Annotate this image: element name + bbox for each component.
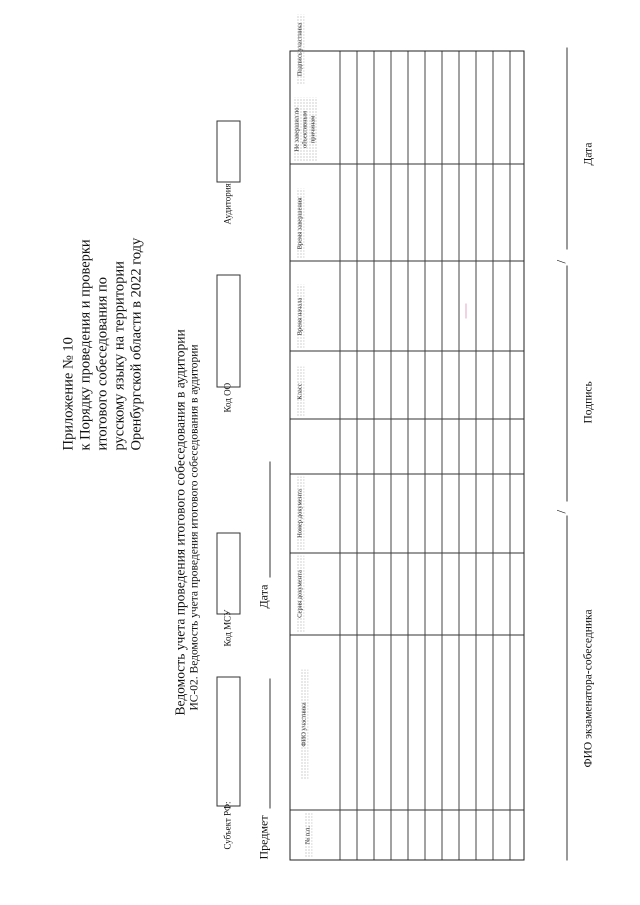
column-divider bbox=[290, 634, 523, 635]
column-divider bbox=[290, 552, 523, 553]
row-divider bbox=[441, 51, 442, 859]
column-divider bbox=[290, 260, 523, 261]
subject-label: Предмет bbox=[256, 814, 270, 859]
header-row-number: № п.п. bbox=[304, 812, 312, 857]
header-not-finished: Не завершил по объективным причинам bbox=[293, 97, 317, 161]
signature-line[interactable] bbox=[566, 265, 567, 501]
row-divider bbox=[475, 51, 476, 859]
separator-slash: / bbox=[553, 509, 568, 513]
column-divider bbox=[290, 350, 523, 351]
row-divider bbox=[390, 51, 391, 859]
appendix-block bbox=[60, 237, 145, 450]
appendix-line: Оренбургской области в 2022 году bbox=[128, 237, 144, 450]
appendix-line: русскому языку на территории bbox=[111, 260, 127, 450]
row-divider bbox=[356, 51, 357, 859]
appendix-line: Приложение № 10 bbox=[60, 336, 76, 450]
code-msu-field[interactable] bbox=[216, 532, 240, 614]
row-divider bbox=[458, 51, 459, 859]
auditorium-field[interactable] bbox=[216, 120, 240, 182]
header-participant-name: ФИО участника bbox=[300, 669, 308, 779]
date-line[interactable] bbox=[269, 461, 270, 577]
code-oo-field[interactable] bbox=[216, 274, 240, 387]
header-end-time: Время завершения bbox=[296, 188, 304, 258]
header-start-time: Время начала bbox=[296, 284, 304, 348]
auditorium-label: Аудитория bbox=[222, 182, 232, 224]
row-divider bbox=[339, 51, 340, 859]
appendix-line: к Порядку проведения и проверки bbox=[77, 238, 93, 450]
column-divider bbox=[290, 473, 523, 474]
separator-slash: / bbox=[553, 259, 568, 263]
column-divider bbox=[290, 418, 523, 419]
code-msu-label: Код МСУ bbox=[222, 609, 232, 646]
page-title: Ведомость учета проведения итогового собеседования в аудитории bbox=[172, 328, 187, 715]
header-participant-signature: Подпись участника bbox=[296, 14, 304, 84]
page-subtitle: ИС-02. Ведомость учета проведения итогового собеседования в аудитории bbox=[188, 343, 200, 710]
row-divider bbox=[373, 51, 374, 859]
row-divider bbox=[424, 51, 425, 859]
column-divider bbox=[290, 809, 523, 810]
row-divider bbox=[492, 51, 493, 859]
date-label: Дата bbox=[256, 584, 270, 608]
date-signature-line[interactable] bbox=[566, 47, 567, 249]
header-document-series: Серия документа bbox=[296, 555, 304, 632]
row-divider bbox=[509, 51, 510, 859]
pen-mark bbox=[465, 303, 466, 318]
examiner-name-label: ФИО экзаменатора-собеседника bbox=[582, 608, 594, 767]
date-signature-label: Дата bbox=[582, 142, 594, 165]
row-divider bbox=[407, 51, 408, 859]
attendance-table bbox=[289, 22, 524, 860]
code-oo-label: Код ОО bbox=[222, 382, 232, 412]
subject-line[interactable] bbox=[269, 678, 270, 808]
appendix-line: итогового собеседования по bbox=[94, 276, 110, 450]
subject-rf-label: Субъект РФ: bbox=[222, 800, 232, 849]
column-divider bbox=[290, 163, 523, 164]
subject-rf-field[interactable] bbox=[216, 676, 240, 806]
examiner-name-line[interactable] bbox=[566, 515, 567, 860]
header-document-number: Номер документа bbox=[296, 476, 304, 550]
header-class: Класс bbox=[296, 366, 304, 416]
signature-label: Подпись bbox=[582, 380, 594, 423]
